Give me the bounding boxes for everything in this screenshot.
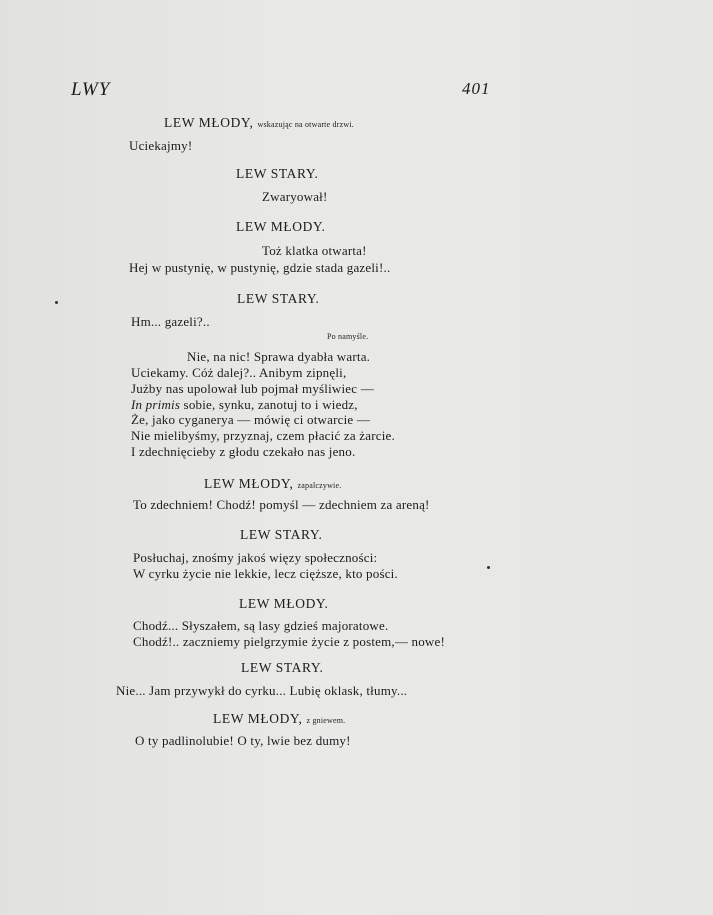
speaker-name: LEW STARY. <box>236 166 319 181</box>
speaker-name: LEW STARY. <box>237 291 320 306</box>
verse-line: Nie, na nic! Sprawa dyabła warta. <box>187 349 371 364</box>
speaker-name: LEW STARY. <box>240 527 323 542</box>
verse-line: Nie... Jam przywykł do cyrku... Lubię oklask, tłumy... <box>116 683 408 698</box>
paper-speck <box>55 301 58 304</box>
speaker-name: LEW MŁODY, <box>204 476 294 491</box>
verse-line: Hej w pustynię, w pustynię, gdzie stada gazeli!.. <box>129 260 391 275</box>
running-head: LWY <box>71 79 111 100</box>
stage-direction: z gniewem. <box>306 716 346 725</box>
verse-line: Uciekamy. Cóż dalej?.. Anibym zipnęli, <box>131 365 347 380</box>
verse-line: Toż klatka otwarta! <box>262 243 367 258</box>
verse-line: I zdechnięcieby z głodu czekało nas jeno. <box>131 444 356 459</box>
speaker-name: LEW MŁODY, <box>213 711 303 726</box>
verse-text: sobie, synku, zanotuj to i wiedz, <box>180 397 358 412</box>
verse-line: Chodź!.. zaczniemy pielgrzymie życie z postem,— nowe! <box>133 634 446 649</box>
verse-line: Zwaryował! <box>262 189 328 204</box>
speaker-heading <box>164 115 354 131</box>
stage-direction: wskazując na otwarte drzwi. <box>257 120 354 129</box>
verse-line: O ty padlinolubie! O ty, lwie bez dumy! <box>135 733 351 748</box>
speaker-heading <box>213 711 345 727</box>
verse-line: Jużby nas upolował lub pojmał myśliwiec — <box>131 381 374 396</box>
italic-phrase: In primis <box>131 397 181 412</box>
speaker-name: LEW MŁODY. <box>239 596 329 611</box>
verse-line: Że, jako cyganerya — mówię ci otwarcie — <box>131 412 371 427</box>
stage-direction: zapalczywie. <box>297 481 342 490</box>
verse-line: Nie mielibyśmy, przyznaj, czem płacić za żarcie. <box>131 428 395 443</box>
speaker-heading <box>204 476 341 492</box>
verse-line: To zdechniem! Chodź! pomyśl — zdechniem za areną! <box>133 497 430 512</box>
page-number: 401 <box>462 79 491 98</box>
speaker-name: LEW MŁODY. <box>236 219 326 234</box>
verse-line: Uciekajmy! <box>129 138 193 153</box>
speaker-name: LEW MŁODY, <box>164 115 254 130</box>
verse-line: Chodź... Słyszałem, są lasy gdzieś majoratowe. <box>133 618 389 633</box>
verse-line: Hm... gazeli?.. <box>131 314 210 329</box>
verse-line: Posłuchaj, znośmy jakoś więzy społeczności: <box>133 550 378 565</box>
speaker-name: LEW STARY. <box>241 660 324 675</box>
verse-line: W cyrku życie nie lekkie, lecz cięższe, kto pości. <box>133 566 398 581</box>
paper-speck <box>487 566 490 569</box>
stage-direction: Po namyśle. <box>327 332 369 341</box>
verse-line <box>131 398 358 411</box>
